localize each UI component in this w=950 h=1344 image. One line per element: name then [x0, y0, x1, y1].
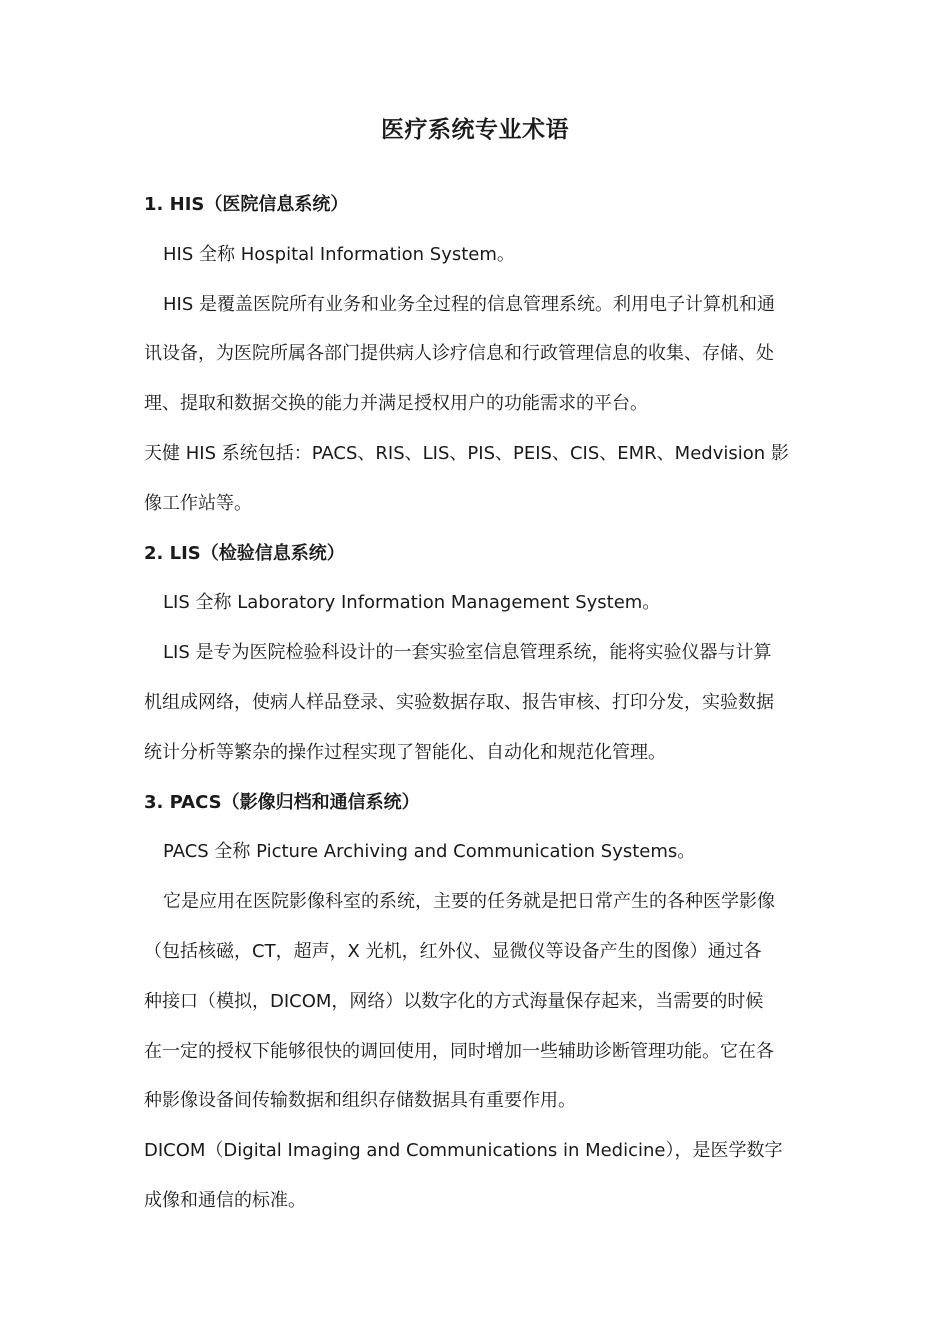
- text-line: 理、提取和数据交换的能力并满足授权用户的功能需求的平台。: [144, 393, 648, 415]
- text-line: LIS 是专为医院检验科设计的一套实验室信息管理系统，能将实验仪器与计算: [163, 642, 772, 664]
- text-line: 在一定的授权下能够很快的调回使用，同时增加一些辅助诊断管理功能。它在各: [144, 1040, 774, 1062]
- text-line: DICOM（Digital Imaging and Communications in Medicine），是医学数字: [144, 1140, 783, 1162]
- section-heading-his: 1. HIS（医院信息系统）: [144, 194, 349, 215]
- text-line: 成像和通信的标准。: [144, 1189, 306, 1211]
- text-line: 讯设备，为医院所属各部门提供病人诊疗信息和行政管理信息的收集、存储、处: [144, 343, 774, 365]
- paragraph-dicom: [144, 1126, 808, 1226]
- text-line: 统计分析等繁杂的操作过程实现了智能化、自动化和规范化管理。: [144, 741, 666, 763]
- paragraph-pacs-fullname: PACS 全称 Picture Archiving and Communication Systems。: [163, 841, 696, 863]
- text-line: 种影像设备间传输数据和组织存储数据具有重要作用。: [144, 1090, 576, 1112]
- text-line: 它是应用在医院影像科室的系统，主要的任务就是把日常产生的各种医学影像: [163, 891, 775, 913]
- text-line: 像工作站等。: [144, 492, 252, 514]
- paragraph-his-description: [144, 280, 808, 429]
- section-heading-pacs: 3. PACS（影像归档和通信系统）: [144, 791, 420, 813]
- text-line: 种接口（模拟，DICOM，网络）以数字化的方式海量保存起来，当需要的时候: [144, 990, 764, 1012]
- document-body: [144, 180, 808, 1226]
- paragraph-his-components: [144, 429, 808, 529]
- text-line: HIS 是覆盖医院所有业务和业务全过程的信息管理系统。利用电子计算机和通: [163, 293, 775, 315]
- section-heading-lis: 2. LIS（检验信息系统）: [144, 542, 345, 564]
- document-title: 医疗系统专业术语: [381, 117, 569, 143]
- paragraph-lis-fullname: LIS 全称 Laboratory Information Management System。: [163, 592, 661, 614]
- text-line: （包括核磁，CT，超声，X 光机，红外仪、显微仪等设备产生的图像）通过各: [144, 940, 762, 962]
- text-line: 天健 HIS 系统包括：PACS、RIS、LIS、PIS、PEIS、CIS、EMR、Medvision 影: [144, 442, 789, 464]
- paragraph-his-fullname: HIS 全称 Hospital Information System。: [163, 243, 515, 265]
- paragraph-pacs-description: [144, 877, 808, 1126]
- paragraph-lis-description: [144, 628, 808, 777]
- text-line: 机组成网络，使病人样品登录、实验数据存取、报告审核、打印分发，实验数据: [144, 691, 774, 713]
